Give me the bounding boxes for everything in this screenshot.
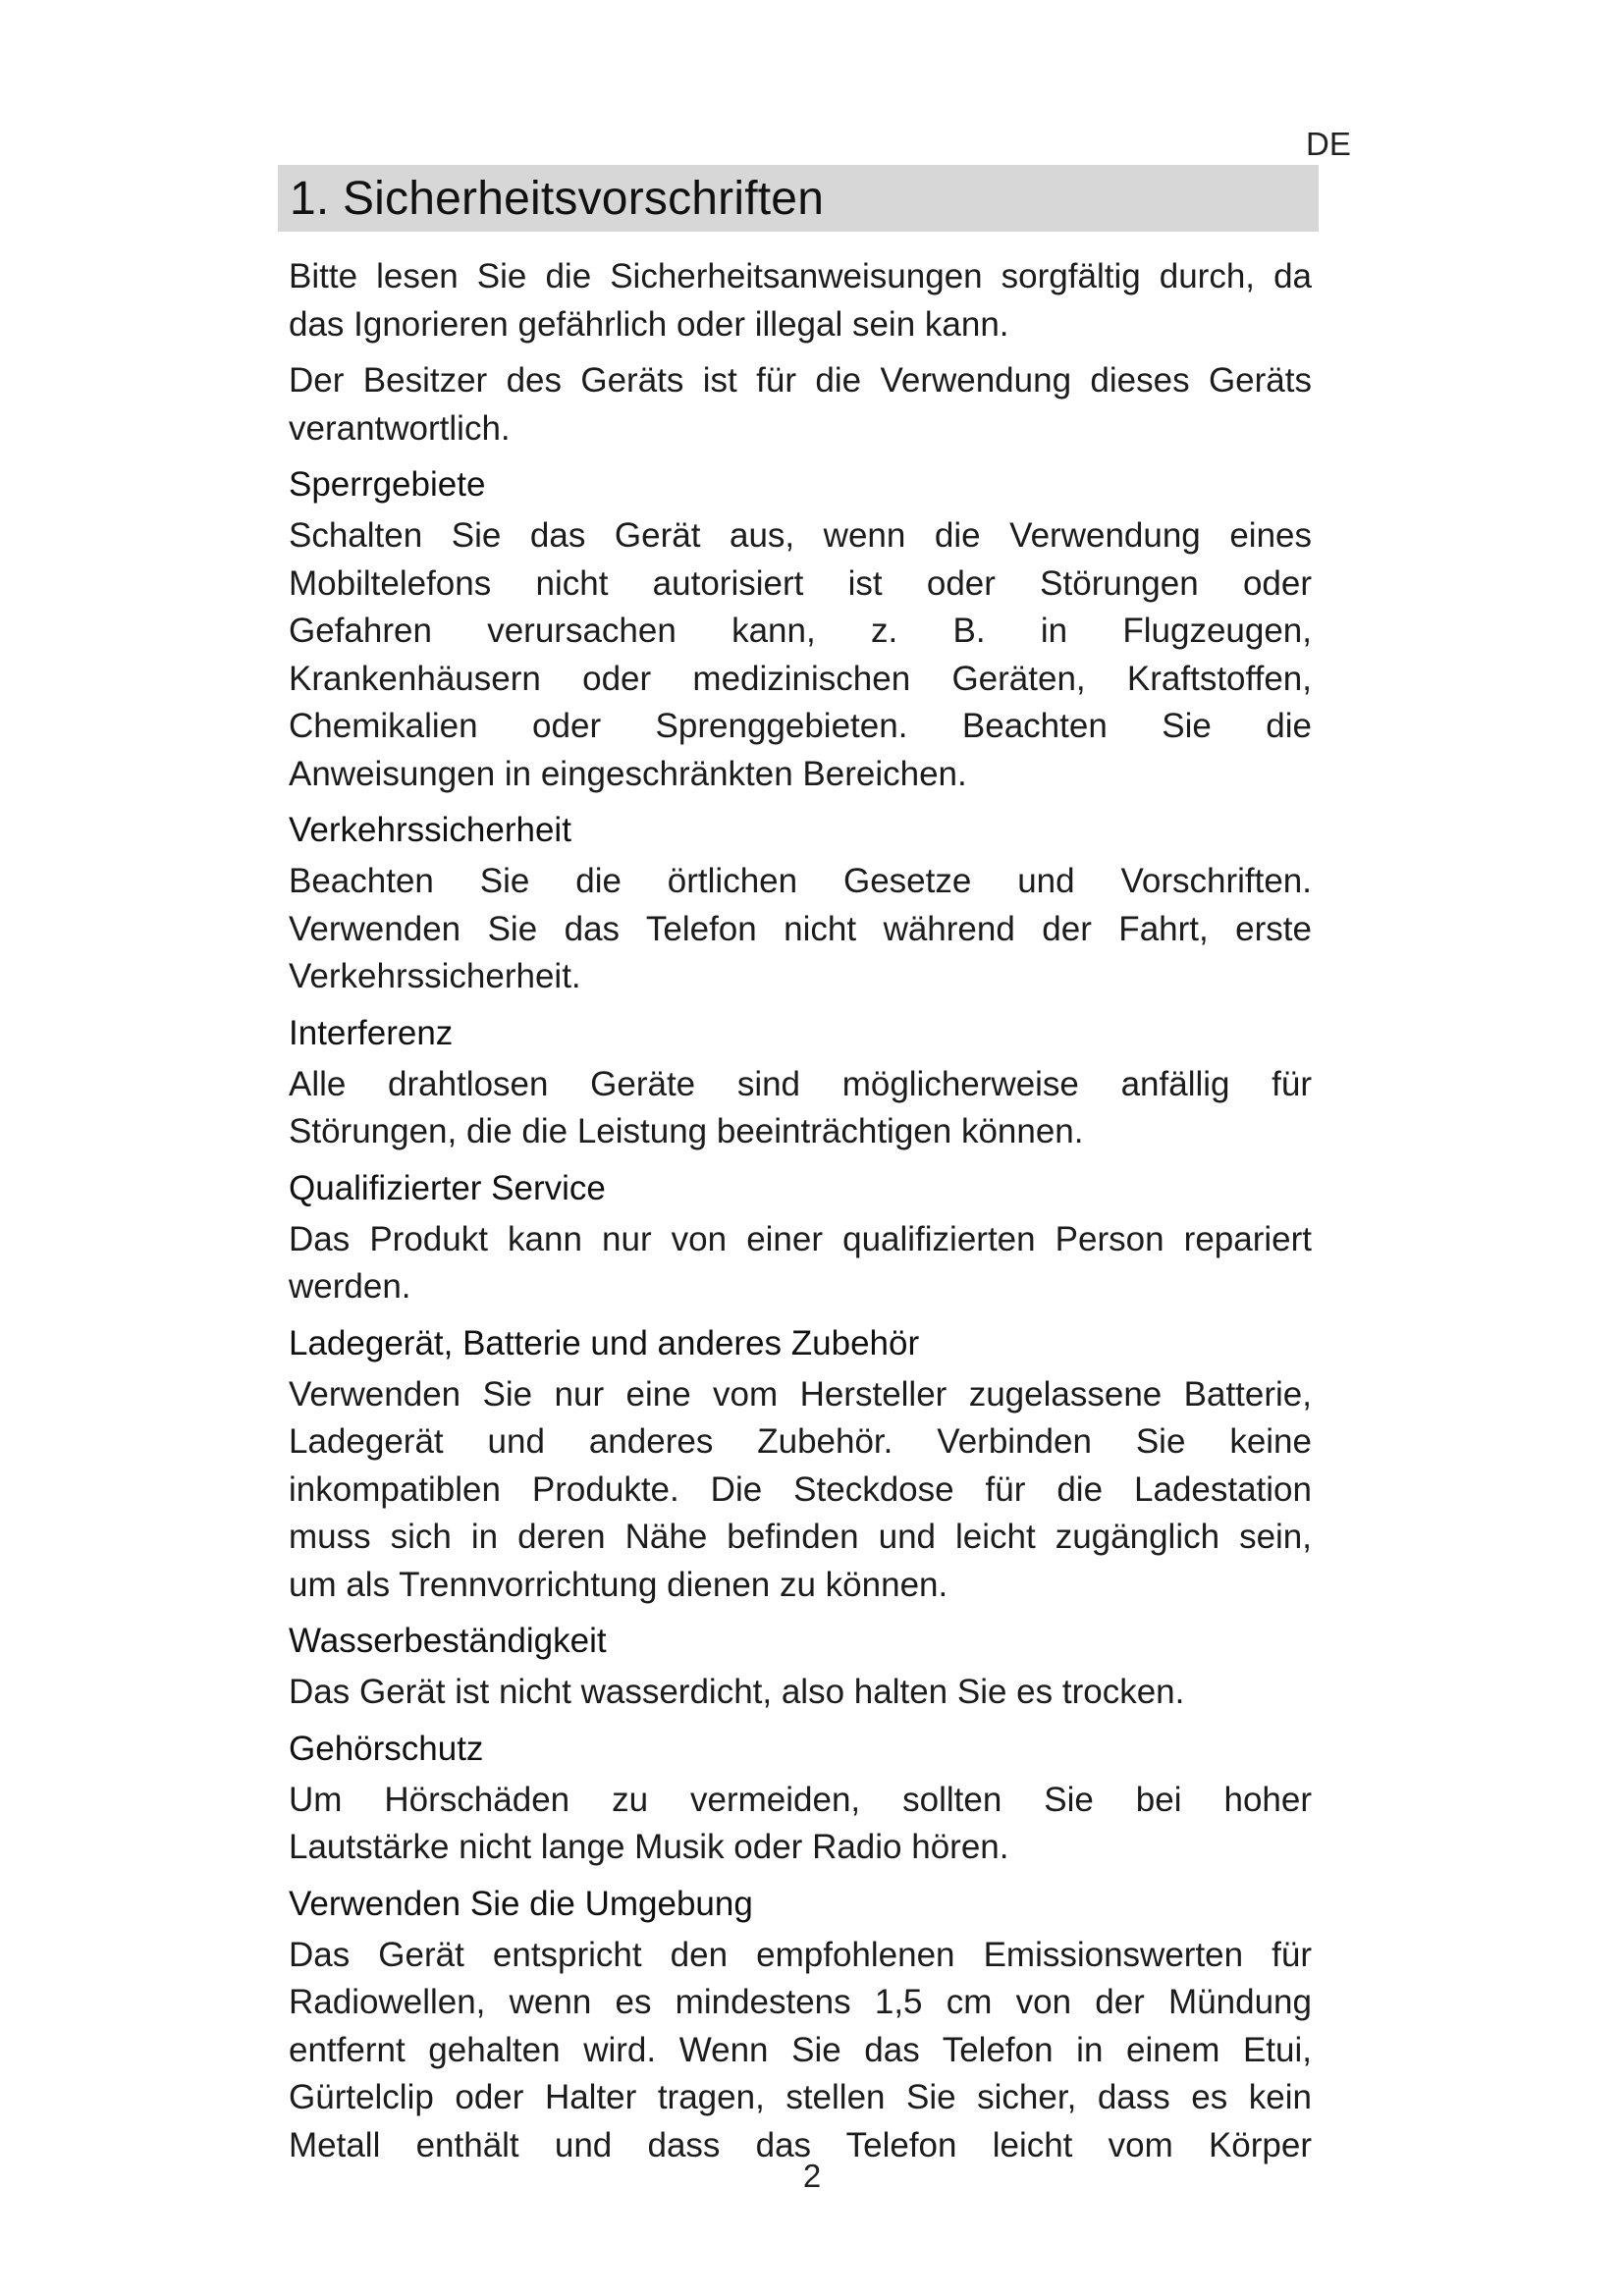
text-line: Gefahren verursachen kann, z. B. in Flugzeugen, [289, 612, 1312, 650]
text-line: werden. [289, 1267, 411, 1306]
text-line: Verwenden Sie das Telefon nicht während der Fahrt, erste [289, 909, 1312, 948]
text-line: Anweisungen in eingeschränkten Bereichen. [289, 754, 967, 793]
text-line: Der Besitzer des Geräts ist für die Verwendung dieses Geräts [289, 361, 1312, 400]
section-heading: Sperrgebiete [289, 465, 486, 504]
section-paragraph [289, 1932, 1312, 2170]
section-heading: Verkehrssicherheit [289, 811, 571, 849]
text-line: um als Trennvorrichtung dienen zu können. [289, 1565, 948, 1604]
language-tag: DE [1306, 126, 1351, 162]
text-line: Gürtelclip oder Halter tragen, stellen Sie sicher, dass es kein [289, 2078, 1312, 2116]
section-paragraph [289, 1371, 1312, 1610]
text-line: inkompatiblen Produkte. Die Steckdose für die Ladestation [289, 1469, 1312, 1509]
text-line: verantwortlich. [289, 408, 511, 448]
section-heading: Verwenden Sie die Umgebung [289, 1884, 753, 1923]
text-line: Beachten Sie die örtlichen Gesetze und Vorschriften. [289, 862, 1312, 900]
text-line: Das Gerät ist nicht wasserdicht, also halten Sie es trocken. [289, 1673, 1185, 1711]
section-heading: Gehörschutz [289, 1729, 484, 1768]
section-paragraph [289, 858, 1312, 1001]
section-heading: Qualifizierter Service [289, 1168, 606, 1207]
document-body [289, 253, 1312, 2178]
text-line: Radiowellen, wenn es mindestens 1,5 cm von der Mündung [289, 1983, 1312, 2021]
text-line: Bitte lesen Sie die Sicherheitsanweisungen sorgfältig durch, da [289, 257, 1312, 295]
text-line: muss sich in deren Nähe befinden und leicht zugänglich sein, [289, 1518, 1312, 1556]
section-paragraph [289, 1777, 1312, 1872]
text-line: Das Produkt kann nur von einer qualifizierten Person repariert [289, 1219, 1312, 1258]
text-line: Das Gerät entspricht den empfohlenen Emissionswerten für [289, 1935, 1312, 1974]
text-line: Um Hörschäden zu vermeiden, sollten Sie bei hoher [289, 1780, 1312, 1819]
section-paragraph [289, 1669, 1312, 1717]
text-line: das Ignorieren gefährlich oder illegal sein kann. [289, 304, 1009, 344]
text-line: Störungen, die die Leistung beeinträchtigen können. [289, 1112, 1084, 1150]
text-line: Verwenden Sie nur eine vom Hersteller zugelassene Batterie, [289, 1374, 1312, 1414]
intro-paragraph [289, 253, 1312, 348]
text-line: Mobiltelefons nicht autorisiert ist oder Störungen oder [289, 563, 1312, 603]
text-line: entfernt gehalten wird. Wenn Sie das Telefon in einem Etui, [289, 2030, 1312, 2069]
section-heading: Ladegerät, Batterie und anderes Zubehör [289, 1323, 920, 1362]
text-line: Krankenhäusern oder medizinischen Geräten, Kraftstoffen, [289, 659, 1312, 698]
section-title-bar [278, 165, 1319, 232]
section-heading: Wasserbeständigkeit [289, 1622, 607, 1660]
text-line: Lautstärke nicht lange Musik oder Radio hören. [289, 1828, 1009, 1866]
page-number: 2 [802, 2158, 822, 2194]
intro-paragraph [289, 357, 1312, 453]
page-title: 1. Sicherheitsvorschriften [290, 172, 825, 225]
text-line: Metall enthält und dass das Telefon leicht vom Körper [289, 2125, 1312, 2164]
text-line: Ladegerät und anderes Zubehör. Verbinden Sie keine [289, 1422, 1312, 1461]
text-line: Chemikalien oder Sprenggebieten. Beachten Sie die [289, 707, 1312, 745]
section-paragraph [289, 512, 1312, 798]
text-line: Alle drahtlosen Geräte sind möglicherweise anfällig für [289, 1064, 1312, 1103]
section-paragraph [289, 1216, 1312, 1311]
section-paragraph [289, 1061, 1312, 1156]
text-line: Verkehrssicherheit. [289, 957, 581, 995]
text-line: Schalten Sie das Gerät aus, wenn die Verwendung eines [289, 516, 1312, 555]
section-heading: Interferenz [289, 1013, 454, 1052]
